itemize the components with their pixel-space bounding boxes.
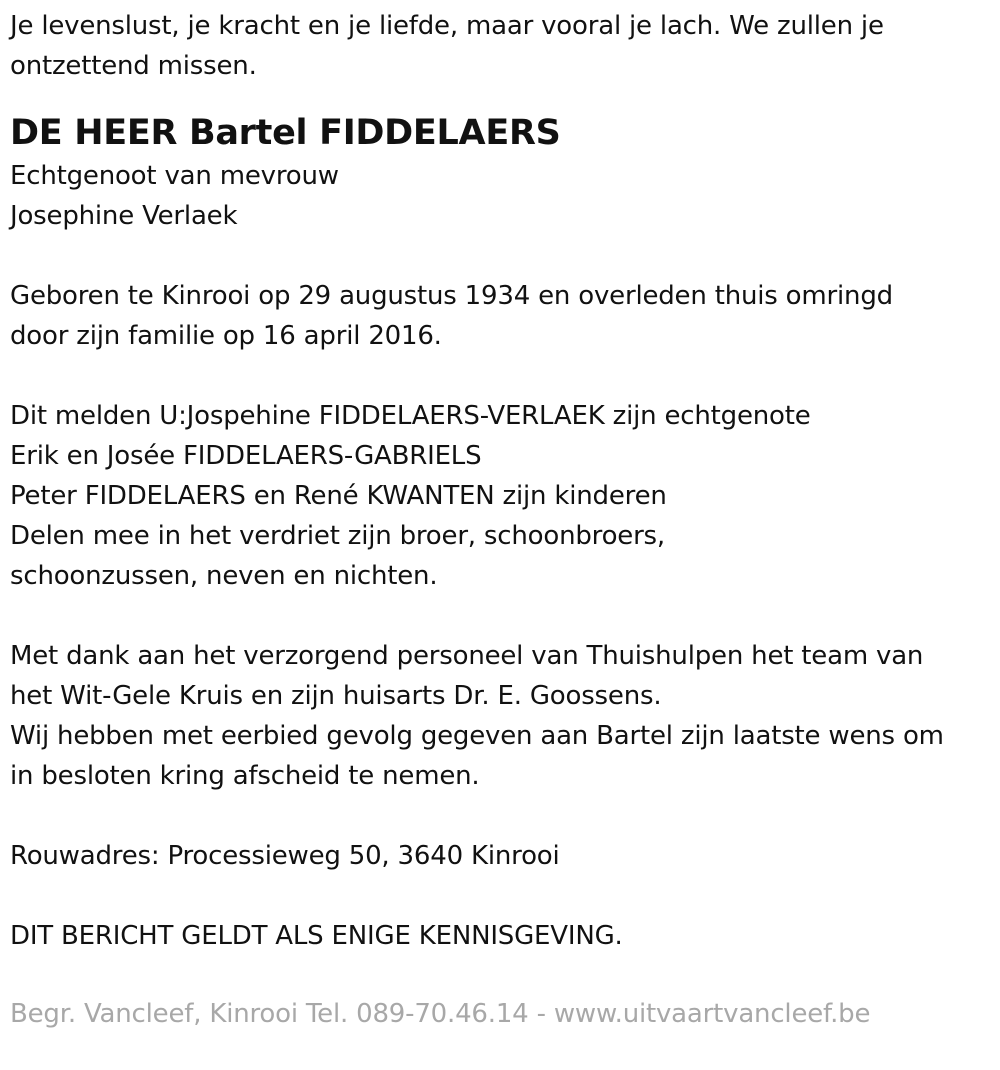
thanks-text [10,636,990,796]
spacer [10,596,990,636]
spacer [10,356,990,396]
family-line: Dit melden U:Jospehine FIDDELAERS-VERLAEK zijn echtgenote [10,401,811,431]
thanks-line: het Wit-Gele Kruis en zijn huisarts Dr. E. Goossens. [10,681,662,711]
spouse-line: Josephine Verlaek [10,201,238,231]
notice-text: DIT BERICHT GELDT ALS ENIGE KENNISGEVING. [10,921,623,951]
thanks-line: Met dank aan het verzorgend personeel van Thuishulpen het team van [10,641,924,671]
deceased-name: DE HEER Bartel FIDDELAERS [10,113,561,153]
spacer [10,796,990,836]
intro-line: Je levenslust, je kracht en je liefde, maar vooral je lach. We zullen je [10,11,884,41]
intro-text [10,6,990,86]
family-announcement [10,396,990,596]
birth-death-info [10,276,990,356]
spouse-info [10,156,990,236]
family-line: schoonzussen, neven en nichten. [10,561,438,591]
intro-line: ontzettend missen. [10,51,257,81]
funeral-director-footer: Begr. Vancleef, Kinrooi Tel. 089-70.46.14 - www.uitvaartvancleef.be [10,999,871,1029]
mourning-address: Rouwadres: Processieweg 50, 3640 Kinrooi [10,841,560,871]
spacer [10,236,990,276]
family-line: Delen mee in het verdriet zijn broer, schoonbroers, [10,521,665,551]
birth-death-line: door zijn familie op 16 april 2016. [10,321,442,351]
family-line: Erik en Josée FIDDELAERS-GABRIELS [10,441,482,471]
thanks-line: in besloten kring afscheid te nemen. [10,761,480,791]
family-line: Peter FIDDELAERS en René KWANTEN zijn kinderen [10,481,667,511]
spacer [10,876,990,916]
spouse-line: Echtgenoot van mevrouw [10,161,339,191]
birth-death-line: Geboren te Kinrooi op 29 augustus 1934 en overleden thuis omringd [10,281,893,311]
thanks-line: Wij hebben met eerbied gevolg gegeven aan Bartel zijn laatste wens om [10,721,944,751]
